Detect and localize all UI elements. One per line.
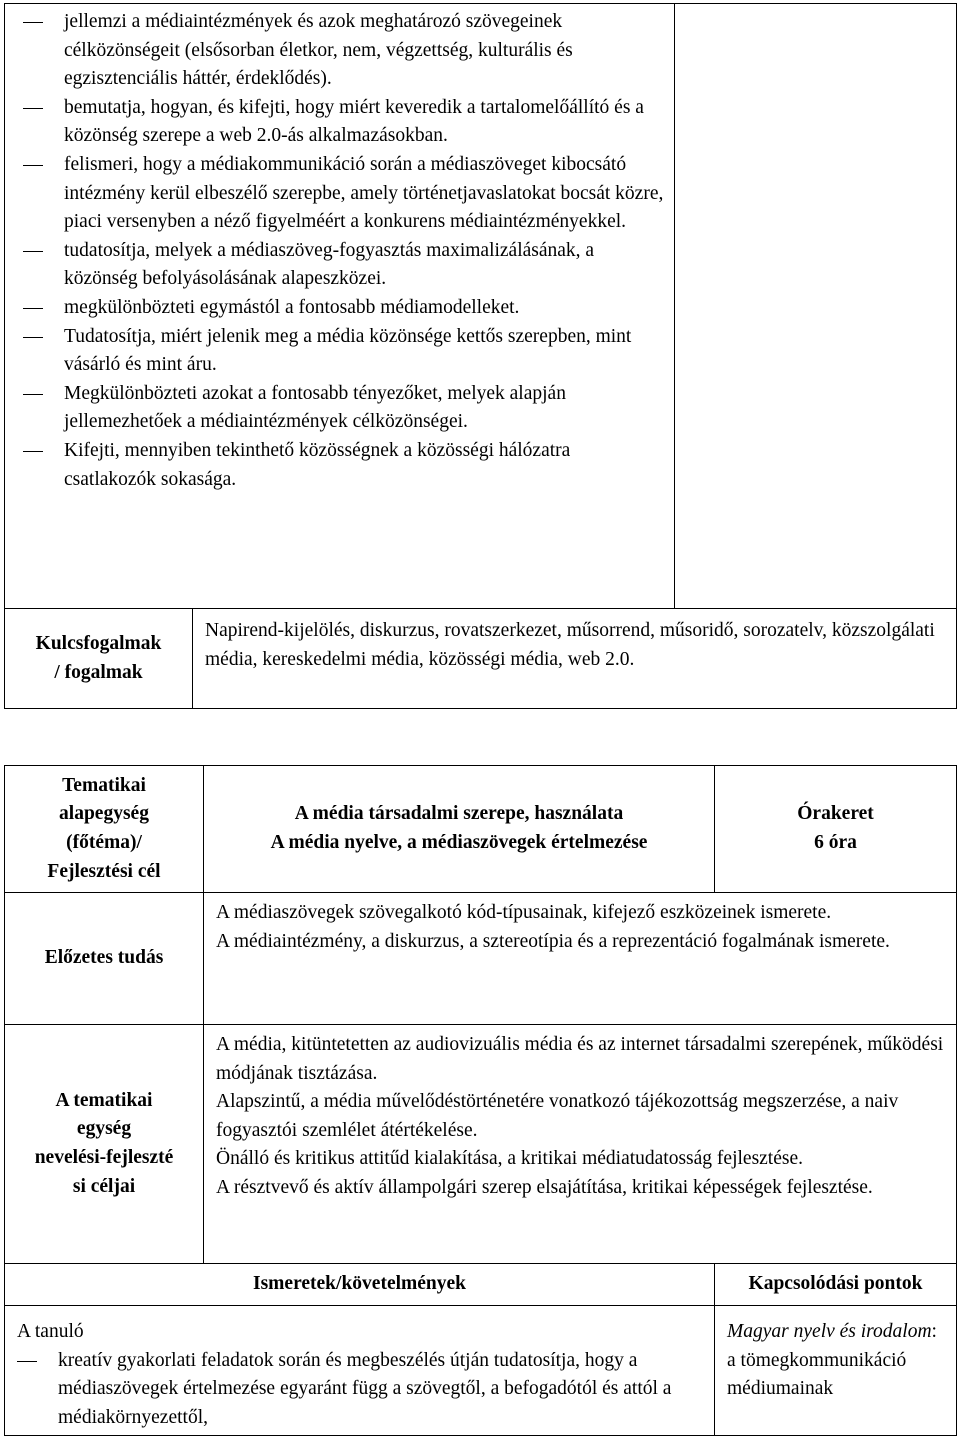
goal-line: Alapszintű, a média művelődéstörténetére vonatkozó tájékozottság megszerzése, a naiv fogyasztói szemlélet átértékelése.	[216, 1091, 899, 1141]
requirements-cell	[5, 1306, 715, 1436]
outcomes-table	[4, 3, 957, 709]
prior-line: A médiaszövegek szövegalkotó kód-típusainak, kifejező eszközeinek ismerete.	[216, 902, 832, 923]
goal-line: A résztvevő és aktív állampolgári szerep elsajátítása, kritikai képességek fejlesztése.	[216, 1176, 873, 1198]
unit-title-line: A média társadalmi szerepe, használata	[294, 803, 624, 825]
requirements-list	[17, 1347, 706, 1433]
goals-label-line: nevelési-fejleszté	[34, 1147, 174, 1168]
connections-cell	[715, 1306, 957, 1436]
student-intro: A tanuló	[17, 1321, 84, 1342]
unit-table	[4, 765, 957, 1436]
time-frame-value: 6 óra	[814, 832, 857, 853]
time-frame-label: Órakeret	[797, 803, 874, 825]
unit-label-line: (főtéma)/	[66, 832, 142, 853]
goals-label	[5, 1025, 204, 1264]
key-concepts-label	[5, 609, 193, 709]
outcomes-cell	[5, 4, 675, 609]
list-item: Tudatosítja, miért jelenik meg a média közönsége kettős szerepben, mint vásárló és mint áru.	[23, 323, 666, 380]
list-item: tudatosítja, melyek a médiaszöveg-fogyasztás maximalizálásának, a közönség befolyásolásának alapeszközei.	[23, 237, 666, 294]
list-item: Megkülönbözteti azokat a fontosabb tényezőket, melyek alapján jellemezhetőek a médiaintézmények célközönségei.	[23, 380, 666, 437]
list-item: felismeri, hogy a médiakommunikáció során a médiaszöveget kibocsátó intézmény kerül elbeszélő szerepbe, amely történetjavaslatokat bocsát közre, piaci versenyben a néző figyelméért a konkurens médiaintézményekkel.	[23, 151, 666, 237]
connections-header: Kapcsolódási pontok	[715, 1264, 957, 1306]
connection-subject: Magyar nyelv és irodalom	[727, 1321, 932, 1342]
prior-knowledge-label: Előzetes tudás	[5, 893, 204, 1025]
unit-title-line: A média nyelve, a médiaszövegek értelmezése	[270, 832, 648, 853]
list-item: jellemzi a médiaintézmények és azok meghatározó szövegeinek célközönségeit (elsősorban életkor, nem, végzettség, kulturális és egzisztenciális háttér, érdeklődés).	[23, 8, 666, 94]
unit-label	[5, 766, 204, 893]
requirements-header: Ismeretek/követelmények	[5, 1264, 715, 1306]
unit-label-line: Fejlesztési cél	[47, 860, 161, 882]
key-label-line: / fogalmak	[54, 661, 143, 683]
goal-line: A média, kitüntetetten az audiovizuális média és az internet társadalmi szerepének, működési módjának tisztázása.	[216, 1034, 944, 1084]
prior-line: A médiaintézmény, a diskurzus, a sztereotípia és a reprezentáció fogalmának ismerete.	[216, 930, 890, 952]
key-concepts-value: Napirend-kijelölés, diskurzus, rovatszerkezet, műsorrend, műsoridő, sorozatelv, közszolgálati média, kereskedelmi média, közösségi média, web 2.0.	[193, 609, 957, 709]
time-frame	[715, 766, 957, 893]
unit-label-line: Tematikai	[62, 774, 146, 796]
list-item: kreatív gyakorlati feladatok során és megbeszélés útján tudatosítja, hogy a médiaszövegek értelmezése egyaránt függ a szövegtől, a befogadótól és attól a médiakörnyezettől,	[17, 1347, 706, 1433]
list-item: Kifejti, mennyiben tekinthető közösségnek a közösségi hálózatra csatlakozók sokasága.	[23, 437, 666, 494]
goals-label-line: si céljai	[72, 1175, 136, 1197]
goal-line: Önálló és kritikus attitűd kialakítása, a kritikai médiatudatosság fejlesztése.	[216, 1148, 803, 1170]
connection-text: : a tömegkommunikáció médiumainak	[727, 1321, 937, 1400]
list-item: bemutatja, hogyan, és kifejti, hogy miért keveredik a tartalomelőállító és a közönség szerepe a web 2.0-ás alkalmazásokban.	[23, 94, 666, 151]
prior-knowledge-value	[204, 893, 957, 1025]
unit-label-line: alapegység	[59, 803, 149, 825]
outcomes-list	[23, 8, 666, 494]
unit-title	[204, 766, 715, 893]
key-label-line: Kulcsfogalmak	[35, 632, 162, 654]
goals-label-line: egység	[76, 1118, 132, 1140]
list-item: megkülönbözteti egymástól a fontosabb médiamodelleket.	[23, 294, 666, 323]
goals-value	[204, 1025, 957, 1264]
goals-label-line: A tematikai	[55, 1089, 153, 1111]
connections-empty-cell	[675, 4, 957, 609]
